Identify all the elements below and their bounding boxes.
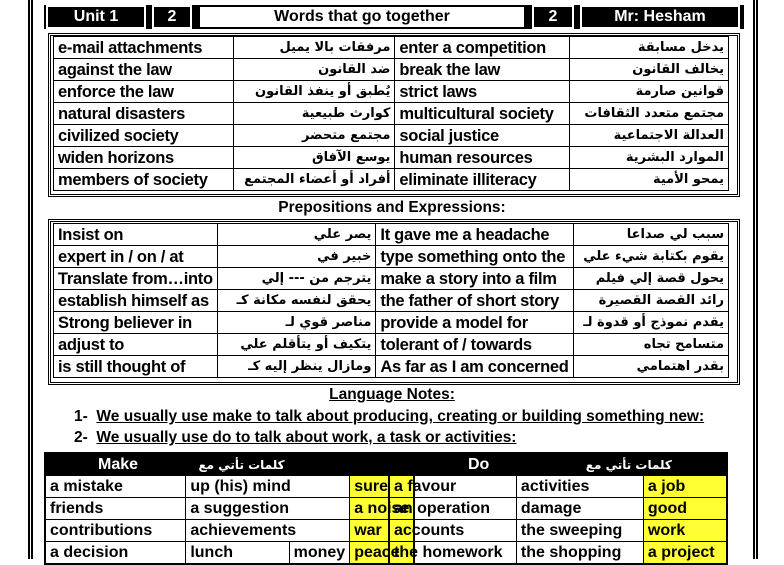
english-phrase: social justice: [395, 125, 570, 147]
header-bar: [44, 5, 744, 29]
make-collocation: up (his) mind: [186, 476, 350, 498]
do-row: [389, 476, 727, 498]
prep-row: [54, 268, 729, 290]
make-ar-label: كلمات تأتي مع: [198, 457, 285, 472]
do-row: [389, 542, 727, 565]
english-phrase: make a story into a film: [376, 268, 573, 290]
english-phrase: adjust to: [54, 334, 218, 356]
prep-row: [54, 290, 729, 312]
arabic-meaning: يصر علي: [217, 224, 376, 246]
english-phrase: As far as I am concerned: [376, 356, 573, 378]
make-row: [45, 476, 414, 498]
arabic-meaning: مجتمع متحضر: [233, 125, 395, 147]
arabic-meaning: مجتمع متعدد الثقافات: [570, 103, 729, 125]
make-collocation: lunch: [186, 542, 289, 565]
arabic-meaning: يمحو الأمية: [570, 169, 729, 191]
english-phrase: type something onto the: [376, 246, 573, 268]
note-2-text: We usually use do to talk about work, a task or activities:: [96, 429, 517, 446]
words-row: [54, 81, 729, 103]
arabic-meaning: خبير في: [217, 246, 376, 268]
prep-row: [54, 246, 729, 268]
notes-title: Language Notes:: [329, 386, 455, 403]
make-collocation-highlight: sure: [350, 476, 415, 498]
arabic-meaning: يقوم بكتابة شيء علي: [573, 246, 728, 268]
make-collocation: money: [289, 542, 350, 565]
arabic-meaning: يُطبق أو ينفذ القانون: [233, 81, 395, 103]
note-2: [74, 429, 516, 447]
do-collocation: the sweeping: [516, 520, 643, 542]
english-phrase: provide a model for: [376, 312, 573, 334]
do-collocation: the homework: [389, 542, 516, 565]
make-collocation-highlight: peace: [350, 542, 415, 565]
prep-table: [53, 223, 729, 378]
do-collocation-highlight: good: [643, 498, 727, 520]
words-row: [54, 103, 729, 125]
arabic-meaning: متسامح تجاه: [573, 334, 728, 356]
do-row: [389, 498, 727, 520]
words-row: [54, 59, 729, 81]
make-row: [45, 542, 414, 565]
arabic-meaning: ضد القانون: [233, 59, 395, 81]
do-label: Do: [468, 455, 490, 473]
arabic-meaning: يترجم من --- إلي: [217, 268, 376, 290]
make-collocation: a mistake: [45, 476, 186, 498]
make-collocation: a suggestion: [186, 498, 350, 520]
arabic-meaning: يقدم نموذج أو قدوة لـ: [573, 312, 728, 334]
arabic-meaning: رائد القصة القصيرة: [573, 290, 728, 312]
arabic-meaning: يتكيف أو يتأقلم علي: [217, 334, 376, 356]
english-phrase: natural disasters: [54, 103, 234, 125]
english-phrase: against the law: [54, 59, 234, 81]
do-collocation: activities: [516, 476, 643, 498]
arabic-meaning: يوسع الآفاق: [233, 147, 395, 169]
english-phrase: e-mail attachments: [54, 37, 234, 59]
words-row: [54, 125, 729, 147]
lesson-number-left: 2: [152, 5, 192, 29]
english-phrase: the father of short story: [376, 290, 573, 312]
make-collocation: a decision: [45, 542, 186, 565]
english-phrase: Translate from…into: [54, 268, 218, 290]
do-table: [388, 452, 728, 565]
do-ar-label: كلمات تأتي مع: [585, 457, 672, 472]
do-collocation: the shopping: [516, 542, 643, 565]
english-phrase: enter a competition: [395, 37, 570, 59]
english-phrase: tolerant of / towards: [376, 334, 573, 356]
note-1-text: We usually use make to talk about producing, creating or building something new:: [96, 408, 705, 425]
arabic-meaning: بقدر اهتمامي: [573, 356, 728, 378]
words-table: [53, 36, 729, 191]
arabic-meaning: مرفقات بالا يميل: [233, 37, 395, 59]
english-phrase: It gave me a headache: [376, 224, 573, 246]
arabic-meaning: يخالف القانون: [570, 59, 729, 81]
do-collocation: an operation: [389, 498, 516, 520]
make-collocation: contributions: [45, 520, 186, 542]
note-1-number: 1-: [74, 408, 88, 425]
prep-row: [54, 356, 729, 378]
do-collocation-highlight: a project: [643, 542, 727, 565]
words-row: [54, 147, 729, 169]
do-row: [389, 520, 727, 542]
english-phrase: Insist on: [54, 224, 218, 246]
make-collocation: friends: [45, 498, 186, 520]
arabic-meaning: يدخل مسابقة: [570, 37, 729, 59]
make-collocation-highlight: a noise: [350, 498, 415, 520]
english-phrase: Strong believer in: [54, 312, 218, 334]
prep-row: [54, 224, 729, 246]
arabic-meaning: يحقق لنفسه مكانة كـ: [217, 290, 376, 312]
do-collocation-highlight: a job: [643, 476, 727, 498]
prep-row: [54, 312, 729, 334]
make-collocation: achievements: [186, 520, 350, 542]
english-phrase: strict laws: [395, 81, 570, 103]
english-phrase: human resources: [395, 147, 570, 169]
english-phrase: civilized society: [54, 125, 234, 147]
make-row: [45, 520, 414, 542]
arabic-meaning: قوانين صارمة: [570, 81, 729, 103]
words-row: [54, 37, 729, 59]
arabic-meaning: ومازال ينظر إليه كـ: [217, 356, 376, 378]
make-label: Make: [98, 455, 139, 473]
arabic-meaning: الموارد البشرية: [570, 147, 729, 169]
english-phrase: widen horizons: [54, 147, 234, 169]
english-phrase: enforce the law: [54, 81, 234, 103]
do-collocation-highlight: work: [643, 520, 727, 542]
english-phrase: eliminate illiteracy: [395, 169, 570, 191]
arabic-meaning: كوارث طبيعية: [233, 103, 395, 125]
arabic-meaning: العدالة الاجتماعية: [570, 125, 729, 147]
prep-title: Prepositions and Expressions:: [278, 199, 506, 216]
arabic-meaning: يحول قصة إلي فيلم: [573, 268, 728, 290]
make-table: [44, 452, 415, 565]
make-collocation-highlight: war: [350, 520, 415, 542]
teacher-name: Mr: Hesham: [580, 5, 740, 29]
make-row: [45, 498, 414, 520]
lesson-number-right: 2: [532, 5, 574, 29]
do-collocation: accounts: [389, 520, 516, 542]
page-heading: Words that go together: [198, 5, 526, 29]
arabic-meaning: أفراد أو أعضاء المجتمع: [233, 169, 395, 191]
do-header: [389, 453, 727, 476]
prep-row: [54, 334, 729, 356]
note-1: [74, 408, 704, 426]
words-row: [54, 169, 729, 191]
do-collocation: a favour: [389, 476, 516, 498]
note-2-number: 2-: [74, 429, 88, 446]
english-phrase: establish himself as: [54, 290, 218, 312]
english-phrase: is still thought of: [54, 356, 218, 378]
make-header: [45, 453, 289, 476]
arabic-meaning: سبب لي صداعا: [573, 224, 728, 246]
do-collocation: damage: [516, 498, 643, 520]
english-phrase: break the law: [395, 59, 570, 81]
english-phrase: multicultural society: [395, 103, 570, 125]
english-phrase: members of society: [54, 169, 234, 191]
arabic-meaning: مناصر قوي لـ: [217, 312, 376, 334]
unit-label: Unit 1: [46, 5, 146, 29]
english-phrase: expert in / on / at: [54, 246, 218, 268]
